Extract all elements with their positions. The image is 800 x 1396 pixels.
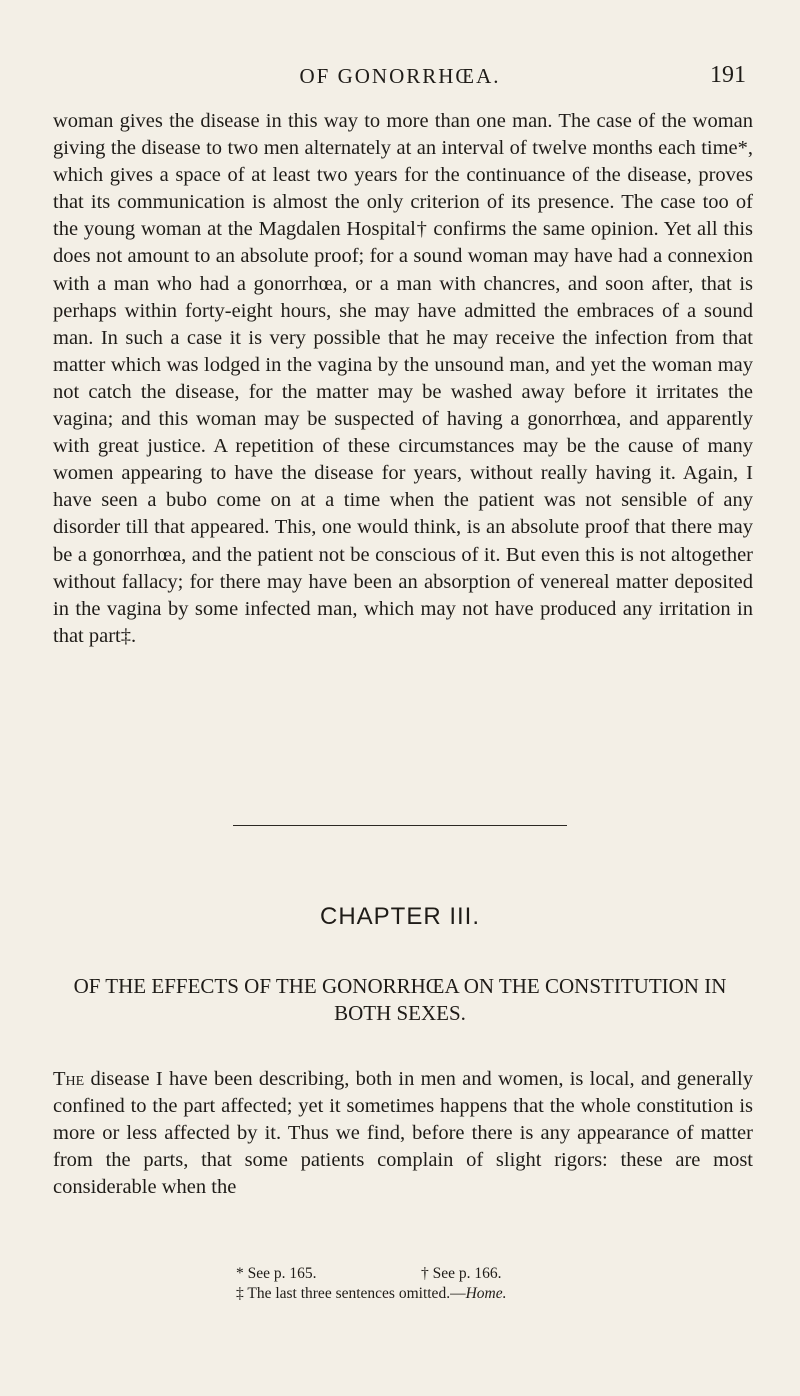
chapter-opening-paragraph bbox=[53, 1066, 753, 1201]
running-title: OF GONORRHŒA. bbox=[299, 64, 501, 88]
chapter-divider-rule bbox=[233, 825, 567, 826]
chapter-heading: CHAPTER III. bbox=[319, 903, 481, 930]
footnote-row-2 bbox=[0, 1284, 800, 1304]
continued-paragraph bbox=[53, 108, 753, 650]
paragraph-text: woman gives the disease in this way to more than one man. The case of the woman giving the disease to two men alternately at an interval of twelve months each time*, which gives a space of at least two years for the continuance of the disease, proves that its communication is almost the only criterion of its presence. The case too of the young woman at the Magdalen Hospital† confirms the same opinion. Yet all this does not amount to an absolute proof; for a sound woman may have had a connexion with a man who had a gonorrhœa, or a man with chancres, and soon after, that is perhaps within forty-eight hours, she may have admitted the embraces of a sound man. In such a case it is very possible that he may receive the infection from that matter which was lodged in the vagina by the unsound man, and yet the woman may not catch the disease, for the matter may be washed away before it irritates the vagina; and this woman may be suspected of having a gonorrhœa, and apparently with great justice. A repetition of these circumstances may be the cause of many women appearing to have the disease for years, without really having it. Again, I have seen a bubo come on at a time when the patient was not sensible of any disorder till that appeared. This, one would think, is an absolute proof that there may be a gonorrhœa, and the patient not be conscious of it. But even this is not altogether without fallacy; for there may have been an absorption of venereal matter deposited in the vagina by some infected man, which may not have produced any irritation in that part‡. bbox=[53, 110, 753, 647]
chapter-paragraph bbox=[53, 1066, 753, 1201]
opening-word: The bbox=[53, 1068, 85, 1090]
chapter-paragraph-text: disease I have been describing, both in men and women, is local, and generally confined to the part affected; yet it sometimes happens that the whole constitution is more or less affected by it. Thus we find, before there is any appearance of matter from the parts, that some patients complain of slight rigors: these are most considerable when the bbox=[53, 1068, 753, 1199]
footnotes bbox=[0, 1264, 800, 1304]
chapter-subtitle: OF THE EFFECTS OF THE GONORRHŒA ON THE CONSTITUTION IN BOTH SEXES. bbox=[73, 974, 727, 1025]
footnote-author: Home. bbox=[465, 1285, 507, 1302]
footnote-star: * See p. 165. bbox=[236, 1265, 317, 1282]
footnote-dagger: † See p. 166. bbox=[421, 1265, 502, 1282]
running-head bbox=[0, 64, 800, 96]
footnote-double-dagger-text: ‡ The last three sentences omitted.— bbox=[236, 1285, 466, 1302]
page-number: 191 bbox=[710, 62, 746, 88]
footnote-double-dagger bbox=[236, 1284, 506, 1304]
footnote-row-1 bbox=[0, 1264, 800, 1284]
